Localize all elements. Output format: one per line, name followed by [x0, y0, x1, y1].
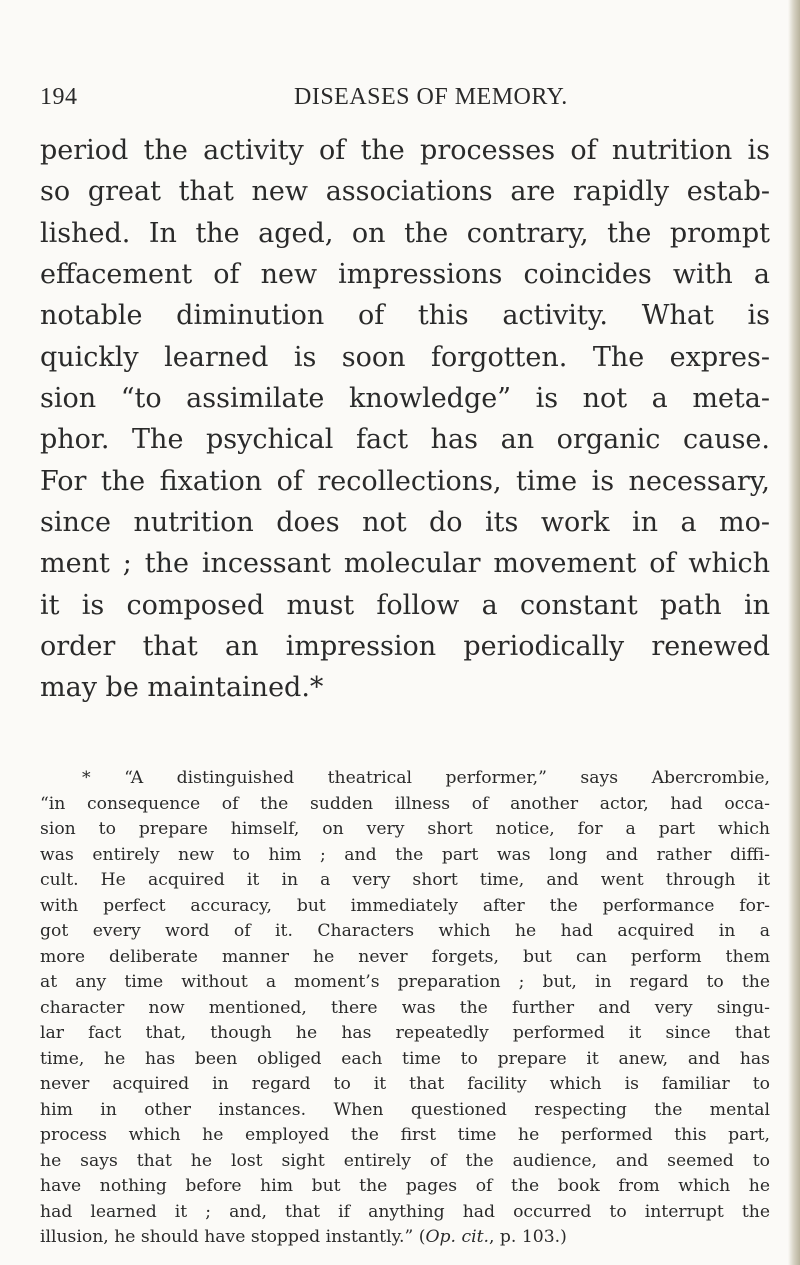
citation-page: , p. 103.): [488, 1227, 567, 1247]
footnote-line: with perfect accuracy, but immediately after the performance for-: [40, 895, 770, 916]
body-line: notable diminution of this activity. What is: [40, 300, 770, 332]
footnote-line: have nothing before him but the pages of the book from which he: [40, 1176, 770, 1196]
body-line: effacement of new impressions coincides with a: [40, 259, 770, 291]
footnote-line: time, he has been obliged each time to prepare it anew, and has: [40, 1048, 770, 1069]
footnote-last-line: [40, 1225, 770, 1251]
body-line: ment ; the incessant molecular movement of which: [40, 548, 770, 580]
body-line: may be maintained.*: [40, 672, 324, 704]
footnote-line: him in other instances. When questioned respecting the mental: [40, 1099, 770, 1120]
footnote-line: sion to prepare himself, on very short notice, for a part which: [40, 819, 770, 839]
citation-open-paren: (: [418, 1227, 426, 1247]
footnote-line: at any time without a moment’s preparation ; but, in regard to the: [40, 972, 770, 992]
body-line: phor. The psychical fact has an organic cause.: [40, 424, 770, 456]
body-line: so great that new associations are rapidly estab-: [40, 176, 770, 208]
footnote: [40, 766, 770, 1251]
footnote-line: character now mentioned, there was the further and very singu-: [40, 997, 770, 1018]
footnote-line: “in consequence of the sudden illness of another actor, had occa-: [40, 793, 770, 814]
body-line: lished. In the aged, on the contrary, the prompt: [40, 217, 770, 249]
footnote-line: more deliberate manner he never forgets, but can perform them: [40, 946, 770, 967]
footnote-line: he says that he lost sight entirely of the audience, and seemed to: [40, 1150, 770, 1171]
footnote-line: cult. He acquired it in a very short time, and went through it: [40, 870, 770, 890]
footnote-line: got every word of it. Characters which he had acquired in a: [40, 921, 770, 941]
footnote-line: never acquired in regard to it that facility which is familiar to: [40, 1074, 770, 1094]
footnote-line: process which he employed the first time he performed this part,: [40, 1125, 770, 1145]
page-number: 194: [40, 84, 78, 110]
page-edge: [788, 0, 800, 1265]
body-line: since nutrition does not do its work in a mo-: [40, 507, 770, 539]
running-title: DISEASES OF MEMORY.: [294, 84, 568, 110]
footnote-line: lar fact that, though he has repeatedly performed it since that: [40, 1023, 770, 1043]
footnote-line: was entirely new to him ; and the part was long and rather diffi-: [40, 844, 770, 865]
body-line: order that an impression periodically renewed: [40, 631, 770, 663]
body-line: it is composed must follow a constant path in: [40, 589, 770, 621]
body-line: sion “to assimilate knowledge” is not a meta-: [40, 383, 770, 415]
footnote-line-text: illusion, he should have stopped instantly.”: [40, 1227, 414, 1247]
body-line: period the activity of the processes of nutrition is: [40, 135, 770, 166]
footnote-line: had learned it ; and, that if anything had occurred to interrupt the: [40, 1201, 770, 1222]
page-header: [40, 84, 770, 124]
body-line: For the fixation of recollections, time is necessary,: [40, 465, 770, 497]
body-line: quickly learned is soon forgotten. The expres-: [40, 341, 770, 373]
footnote-line: * “A distinguished theatrical performer,” says Abercrombie,: [82, 768, 770, 788]
body-paragraph: [40, 130, 770, 709]
citation-op-cit: Op. cit.: [425, 1227, 489, 1247]
